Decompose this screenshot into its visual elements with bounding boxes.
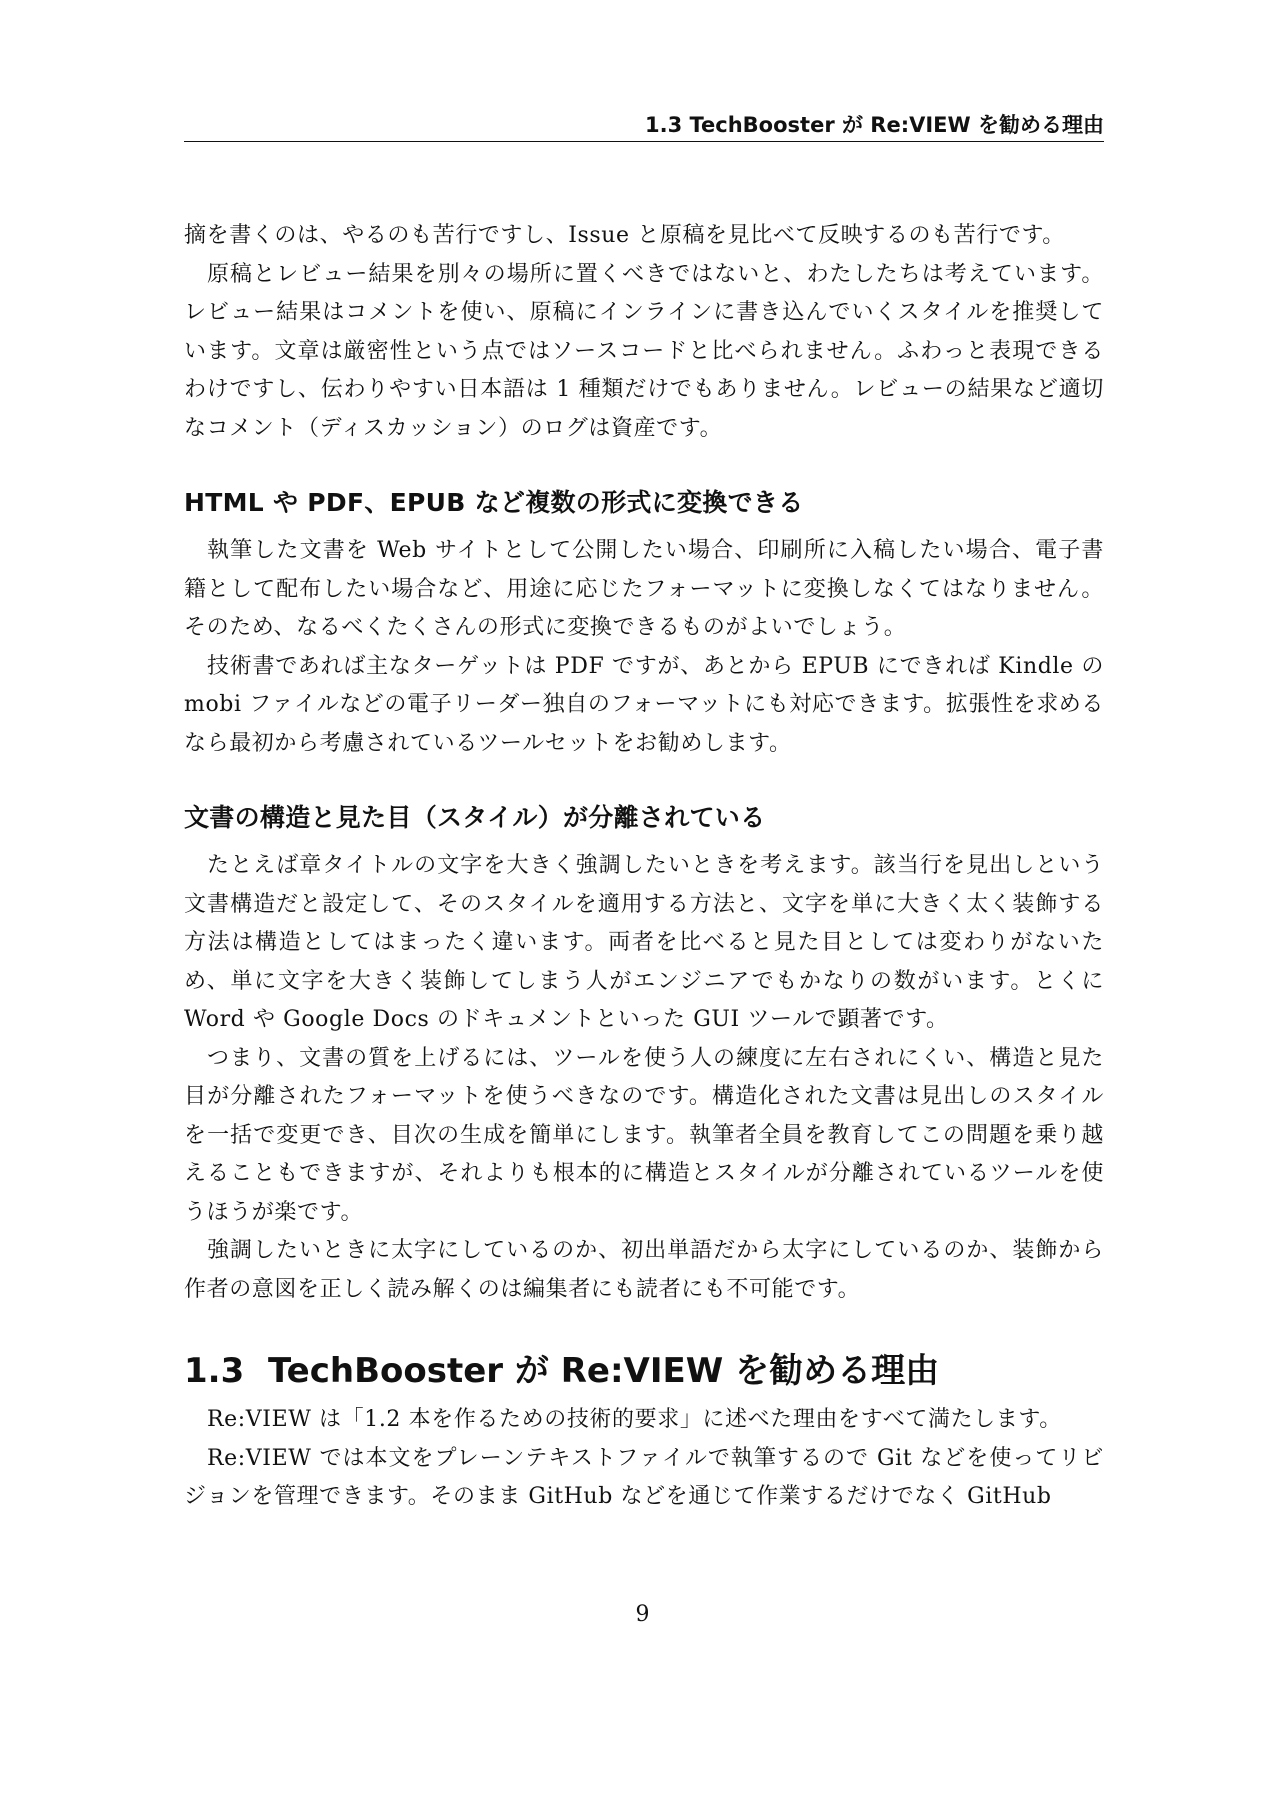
page-number: 9	[635, 1602, 650, 1627]
formats-paragraph-1: 執筆した文書を Web サイトとして公開したい場合、印刷所に入稿したい場合、電子書籍として配布したい場合など、用途に応じたフォーマットに変換しなくてはなりません。そのため、なるべくたくさんの形式に変換できるものがよいでしょう。	[184, 538, 1104, 640]
page-body	[184, 217, 1104, 1517]
style-paragraph-1: たとえば章タイトルの文字を大きく強調したいときを考えます。該当行を見出しという文書構造だと設定して、そのスタイルを適用する方法と、文字を単に大きく太く装飾する方法は構造としてはまったく違います。両者を比べると見た目としては変わりがないため、単に文字を大きく装飾してしまう人がエンジニアでもかなりの数がいます。とくに Word や Google Docs のドキュメントといった GUI ツールで顕著です。	[184, 853, 1104, 1032]
section-title: TechBooster が Re:VIEW を勧める理由	[268, 1351, 940, 1391]
section-heading-formats: HTML や PDF、EPUB など複数の形式に変換できる	[184, 488, 804, 517]
intro-paragraph-1: 摘を書くのは、やるのも苦行ですし、Issue と原稿を見比べて反映するのも苦行です。	[184, 223, 1065, 248]
style-paragraph-2: つまり、文書の質を上げるには、ツールを使う人の練度に左右されにくい、構造と見た目が分離されたフォーマットを使うべきなのです。構造化された文書は見出しのスタイルを一括で変更でき、目次の生成を簡単にします。執筆者全員を教育してこの問題を乗り越えることもできますが、それよりも根本的に構造とスタイルが分離されているツールを使うほうが楽です。	[184, 1045, 1104, 1225]
section-heading-style: 文書の構造と見た目（スタイル）が分離されている	[184, 803, 766, 832]
section-heading-1-3	[184, 1349, 1104, 1393]
section-number: 1.3	[184, 1351, 245, 1391]
formats-paragraph-2: 技術書であれば主なターゲットは PDF ですが、あとから EPUB にできれば Kindle の mobi ファイルなどの電子リーダー独自のフォーマットにも対応できます。拡張性を求めるなら最初から考慮されているツールセットをお勧めします。	[184, 653, 1104, 756]
running-head: 1.3 TechBooster が Re:VIEW を勧める理由	[644, 113, 1104, 137]
style-paragraph-3: 強調したいときに太字にしているのか、初出単語だから太字にしているのか、装飾から作者の意図を正しく読み解くのは編集者にも読者にも不可能です。	[184, 1238, 1104, 1302]
intro-paragraph-2: 原稿とレビュー結果を別々の場所に置くべきではないと、わたしたちは考えています。レビュー結果はコメントを使い、原稿にインラインに書き込んでいくスタイルを推奨しています。文章は厳密性という点ではソースコードと比べられません。ふわっと表現できるわけですし、伝わりやすい日本語は 1 種類だけでもありません。レビューの結果など適切なコメント（ディスカッション）のログは資産です。	[184, 261, 1104, 441]
section-13-paragraph-1: Re:VIEW は「1.2 本を作るための技術的要求」に述べた理由をすべて満たします。	[207, 1407, 1062, 1432]
header-rule	[184, 141, 1104, 142]
section-13-paragraph-2: Re:VIEW では本文をプレーンテキストファイルで執筆するので Git などを使ってリビジョンを管理できます。そのまま GitHub などを通じて作業するだけでなく GitHub	[184, 1445, 1104, 1509]
